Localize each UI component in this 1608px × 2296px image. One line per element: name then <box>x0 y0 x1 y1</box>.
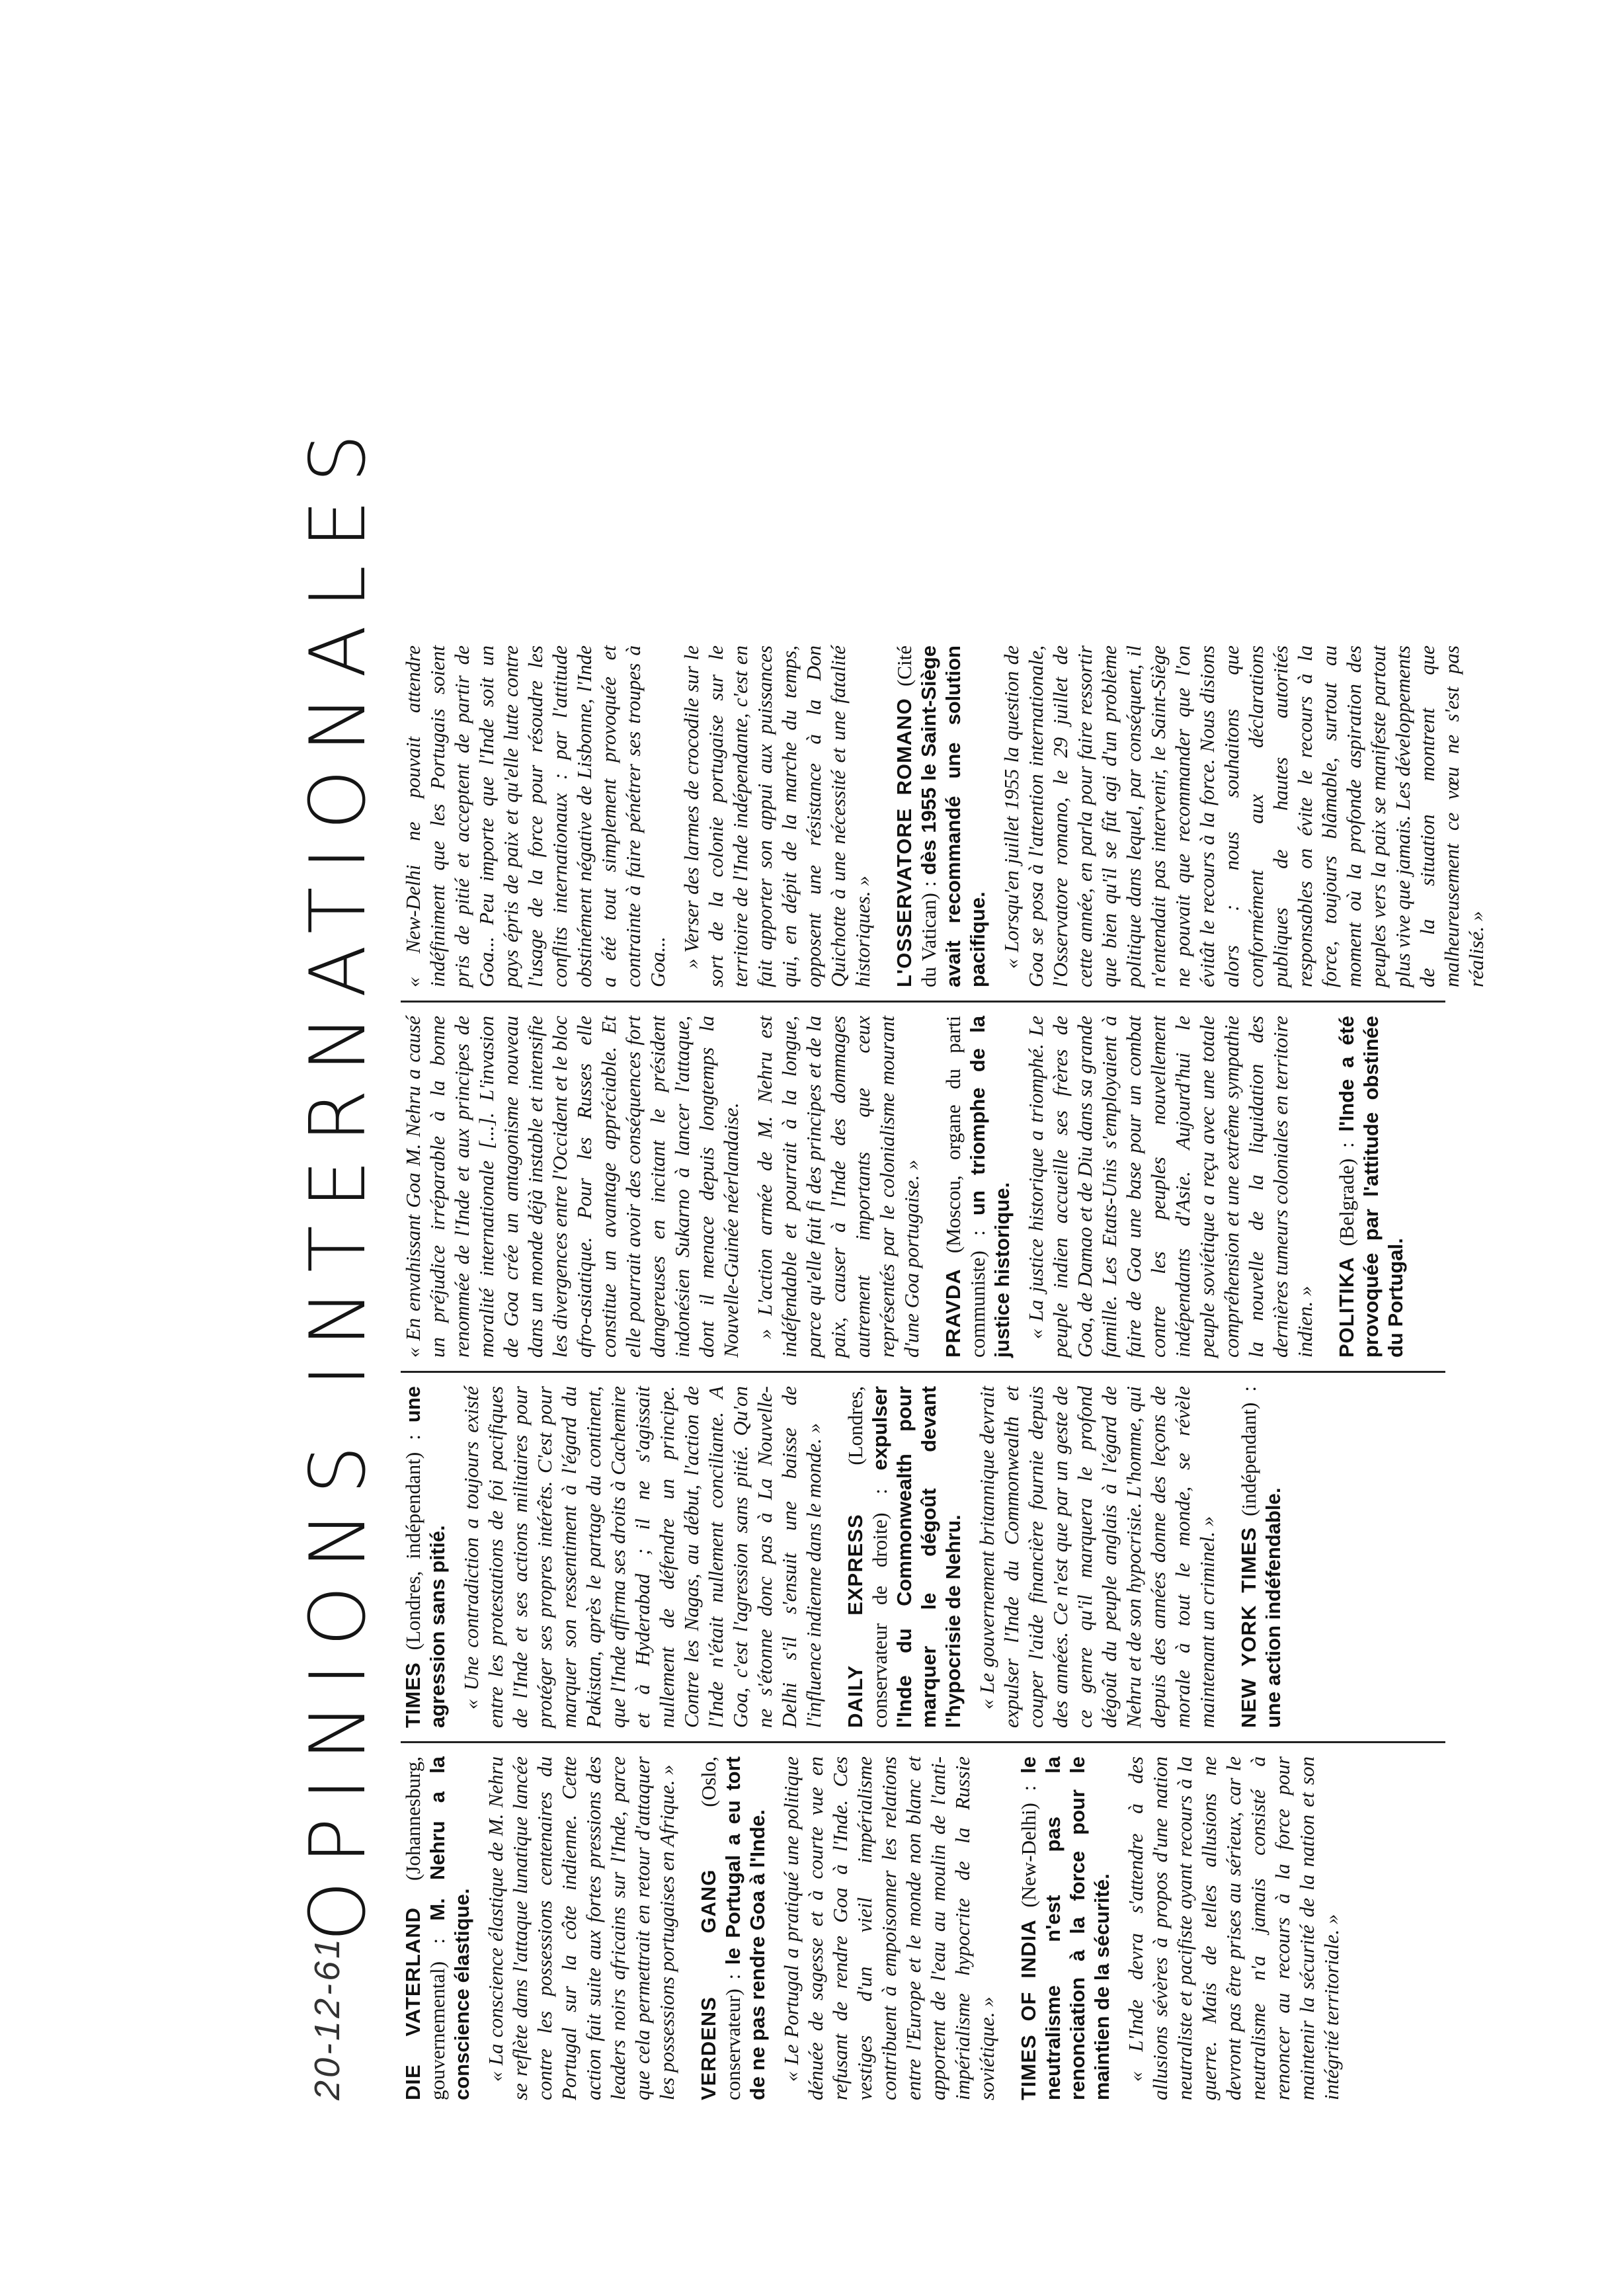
paper-name: VERDENS GANG <box>697 1869 720 2100</box>
article-quote: » Verser des larmes de crocodile sur le sort de la colonie portugaise sur le territoire de l'Inde indépendante, c'est en fait apporter son appui aux puissances qui, en dépit de la marche du temps, opposent une résistance à la Don Quichotte à une nécessité et une fatalité historiques. » <box>680 645 874 987</box>
article-quote: « Le gouvernement britannique devrait expulser l'Inde du Commonwealth et couper l'aide financière fournie depuis des années. Ce n'est que par un geste de ce genre qu'il marquera le profond dégoût du peuple anglais à l'égard de Nehru et de son hypocrisie. L'homme, qui depuis des années donne des leçons de morale à tout le monde, se révèle maintenant un criminel. » <box>975 1386 1219 1728</box>
column-4 <box>401 632 1488 1003</box>
paper-name: L'OSSERVATORE ROMANO <box>893 698 916 987</box>
article-osservatore-romano <box>892 645 1488 987</box>
article-heading <box>696 1756 770 2100</box>
paper-name: POLITIKA <box>1335 1256 1358 1358</box>
paper-meta: (Londres, indépendant) : <box>401 1434 424 1651</box>
article-heading <box>1016 1756 1114 2100</box>
article-quote: « En envahissant Goa M. Nehru a causé un préjudice irréparable à la bonne renommée de l'Inde et aux principes de moralité internationale [...]. L'invasion de Goa crée un antagonisme nouveau dans un monde déjà instable et intensifie les divergences entre l'Occident et le bloc afro-asiatique. Pour les Russes elle constitue un avantage appréciable. Et elle pourrait avoir des conséquences fort dangereuses en incitant le président indonésien Sukarno à lancer l'attaque, dont il menace depuis longtemps la Nouvelle-Guinée néerlandaise. <box>401 1016 743 1358</box>
article-heading <box>892 645 990 987</box>
paper-name: NEW YORK TIMES <box>1237 1526 1260 1728</box>
article-headline: le neutralisme n'est pas la renonciation à la force pour le maintien de la sécurité. <box>1017 1756 1113 2100</box>
article-quote: « Une contradiction a toujours existé entre les protestations de foi pacifiques de l'Inde et ses actions militaires pour protéger ses propres intérêts. C'est pour marquer son ressentiment à l'égard du Pakistan, après le partage du continent, que l'Inde affirma ses droits à Cachemire et à Hyderabad ; il ne s'agissait nullement de défendre un principe. Contre les Nagas, au début, l'action de l'Inde n'était nullement conciliante. A Goa, c'est l'agression sans pitié. Qu'on ne s'étonne donc pas à La Nouvelle-Delhi s'il s'ensuit une baisse de l'influence indienne dans le monde. » <box>460 1386 825 1728</box>
article-headline: une action indéfendable. <box>1262 1487 1285 1728</box>
paper-name: TIMES OF INDIA <box>1017 1919 1040 2100</box>
paper-meta: (Belgrade) : <box>1335 1142 1358 1247</box>
article-quote: « La conscience élastique de M. Nehru se reflète dans l'attaque lunatique lancée contre les possessions centenaires du Portugal sur la côte indienne. Cette action fait suite aux fortes pressions des leaders noirs africains sur l'Inde, parce que cela permettrait en retour d'attaquer les possessions portugaises en Afrique. » <box>484 1756 678 2100</box>
article-times <box>401 1386 826 1728</box>
paper-name: DIE VATERLAND <box>401 1906 424 2100</box>
article-quote: « La justice historique a triomphé. Le peuple indien accueille ses frères de Goa, de Damao et de Diu dans sa grande famille. Les Etats-Unis s'employaient à faire de Goa une base pour un combat contre les peuples nouvellement indépendants d'Asie. Aujourd'hui le peuple soviétique a reçu avec une totale compréhension et une extrême sympathie la nouvelle de la liquidation des dernières tumeurs coloniales en territoire indien. » <box>1024 1016 1316 1358</box>
article-heading <box>1334 1016 1408 1358</box>
article-heading <box>941 1016 1014 1358</box>
article-heading <box>843 1386 965 1728</box>
column-3 <box>401 1003 1445 1373</box>
article-headline: M. Nehru a la conscience élastique. <box>426 1756 473 2100</box>
article-pravda <box>941 1016 1317 1358</box>
paper-name: DAILY EXPRESS <box>844 1514 867 1728</box>
paper-meta: (New-Delhi) : <box>1017 1785 1040 1908</box>
article-politika <box>1334 1016 1408 1358</box>
article-heading <box>401 1756 474 2100</box>
handwritten-date: 20-12-61 <box>307 1936 347 2100</box>
column-2 <box>401 1373 1445 1743</box>
article-headline: dès 1955 le Saint-Siège avait recommandé une solution pacifique. <box>917 645 989 987</box>
article-times-of-india <box>1016 1756 1344 2100</box>
column-1 <box>401 1743 1445 2113</box>
article-headline: l'Inde a été provoquée par l'attitude obstinée du Portugal. <box>1335 1016 1407 1358</box>
article-verdens-gang <box>696 1756 999 2100</box>
article-heading <box>1236 1386 1285 1728</box>
paper-meta: (Cité du Vatican) : <box>893 645 940 987</box>
article-heading <box>401 1386 450 1728</box>
article-headline: le Portugal a eu tort de ne pas rendre Goa à l'Inde. <box>721 1756 769 2100</box>
article-headline: une agression sans pitié. <box>401 1385 449 1728</box>
article-politika-cont <box>401 645 875 987</box>
paper-name: TIMES <box>401 1662 424 1728</box>
article-daily-express <box>843 1386 1219 1728</box>
paper-name: PRAVDA <box>942 1268 965 1358</box>
paper-meta: (Londres, conservateur de droite) : <box>844 1386 891 1728</box>
article-die-vaterland <box>401 1756 679 2100</box>
article-headline: un triomphe de la justice historique. <box>966 1016 1014 1358</box>
article-quote: « Le Portugal a pratiqué une politique dénuée de sagesse et à courte vue en refusant de rendre Goa à l'Inde. Ces vestiges d'un vieil impérialisme contribuent à empoisonner les relations entre l'Europe et le monde non blanc et apportent de l'eau au moulin de l'anti-impérialisme hypocrite de la Russie soviétique. » <box>780 1756 998 2100</box>
article-quote: « L'Inde devra s'attendre à des allusions sévères à propos d'une nation neutraliste et pacifiste ayant recours à la guerre. Mais de telles allusions ne devront pas être prises au sérieux, car le neutralisme n'a jamais consisté à renoncer au recours à la force pour maintenir la sécurité de la nation et son intégrité territoriale. » <box>1124 1756 1343 2100</box>
article-new-york-times <box>1236 1386 1285 1728</box>
article-headline: expulser l'Inde du Commonwealth pour marquer le dégoût devant l'hypocrisie de Nehru. <box>868 1386 965 1728</box>
article-columns <box>401 183 1488 2113</box>
article-quote: « Lorsqu'en juillet 1955 la question de Goa se posa à l'attention internationale, l'Osservatore romano, le 29 juillet de cette année, en parla pour faire ressortir que bien qu'il se fût agi d'un problème politique dans lequel, par conséquent, il n'entendait pas intervenir, le Saint-Siège ne pouvait que recommander que l'on évitât le recours à la force. Nous disions alors : nous souhaitons que conformément aux déclarations publiques de hautes autorités responsables on évite le recours à la force, toujours blâmable, surtout au moment où la profonde aspiration des peuples vers la paix se manifeste partout plus vive que jamais. Les développements de la situation montrent que malheureusement ce vœu ne s'est pas réalisé. » <box>1000 645 1488 987</box>
paper-meta: (indépendant) : <box>1237 1385 1260 1516</box>
page-title: OPINIONS INTERNATIONALES <box>294 417 383 1942</box>
paper-meta: (Oslo, conservateur) : <box>697 1756 744 2100</box>
paper-meta: (Johannesburg, gouvernemental) : <box>401 1756 449 2100</box>
article-quote: » L'action armée de M. Nehru est indéfendable et pourrait à la longue, parce qu'elle fait fi des principes et de la paix, causer à l'Inde des dommages autrement importants que ceux représentés par le colonialisme mourant d'une Goa portugaise. » <box>753 1016 923 1358</box>
article-quote: « New-Delhi ne pouvait attendre indéfiniment que les Portugais soient pris de pitié et acceptent de partir de Goa... Peu importe que l'Inde soit un pays épris de paix et qu'elle lutte contre l'usage de la force pour résoudre les conflits internationaux : par l'attitude obstinément négative de Lisbonne, l'Inde a été tout simplement provoquée et contrainte à faire pénétrer ses troupes à Goa... <box>401 645 669 987</box>
newspaper-clipping <box>288 156 1488 2140</box>
paper-meta: (Moscou, organe du parti communiste) : <box>942 1016 989 1358</box>
article-new-york-times-cont <box>401 1016 924 1358</box>
